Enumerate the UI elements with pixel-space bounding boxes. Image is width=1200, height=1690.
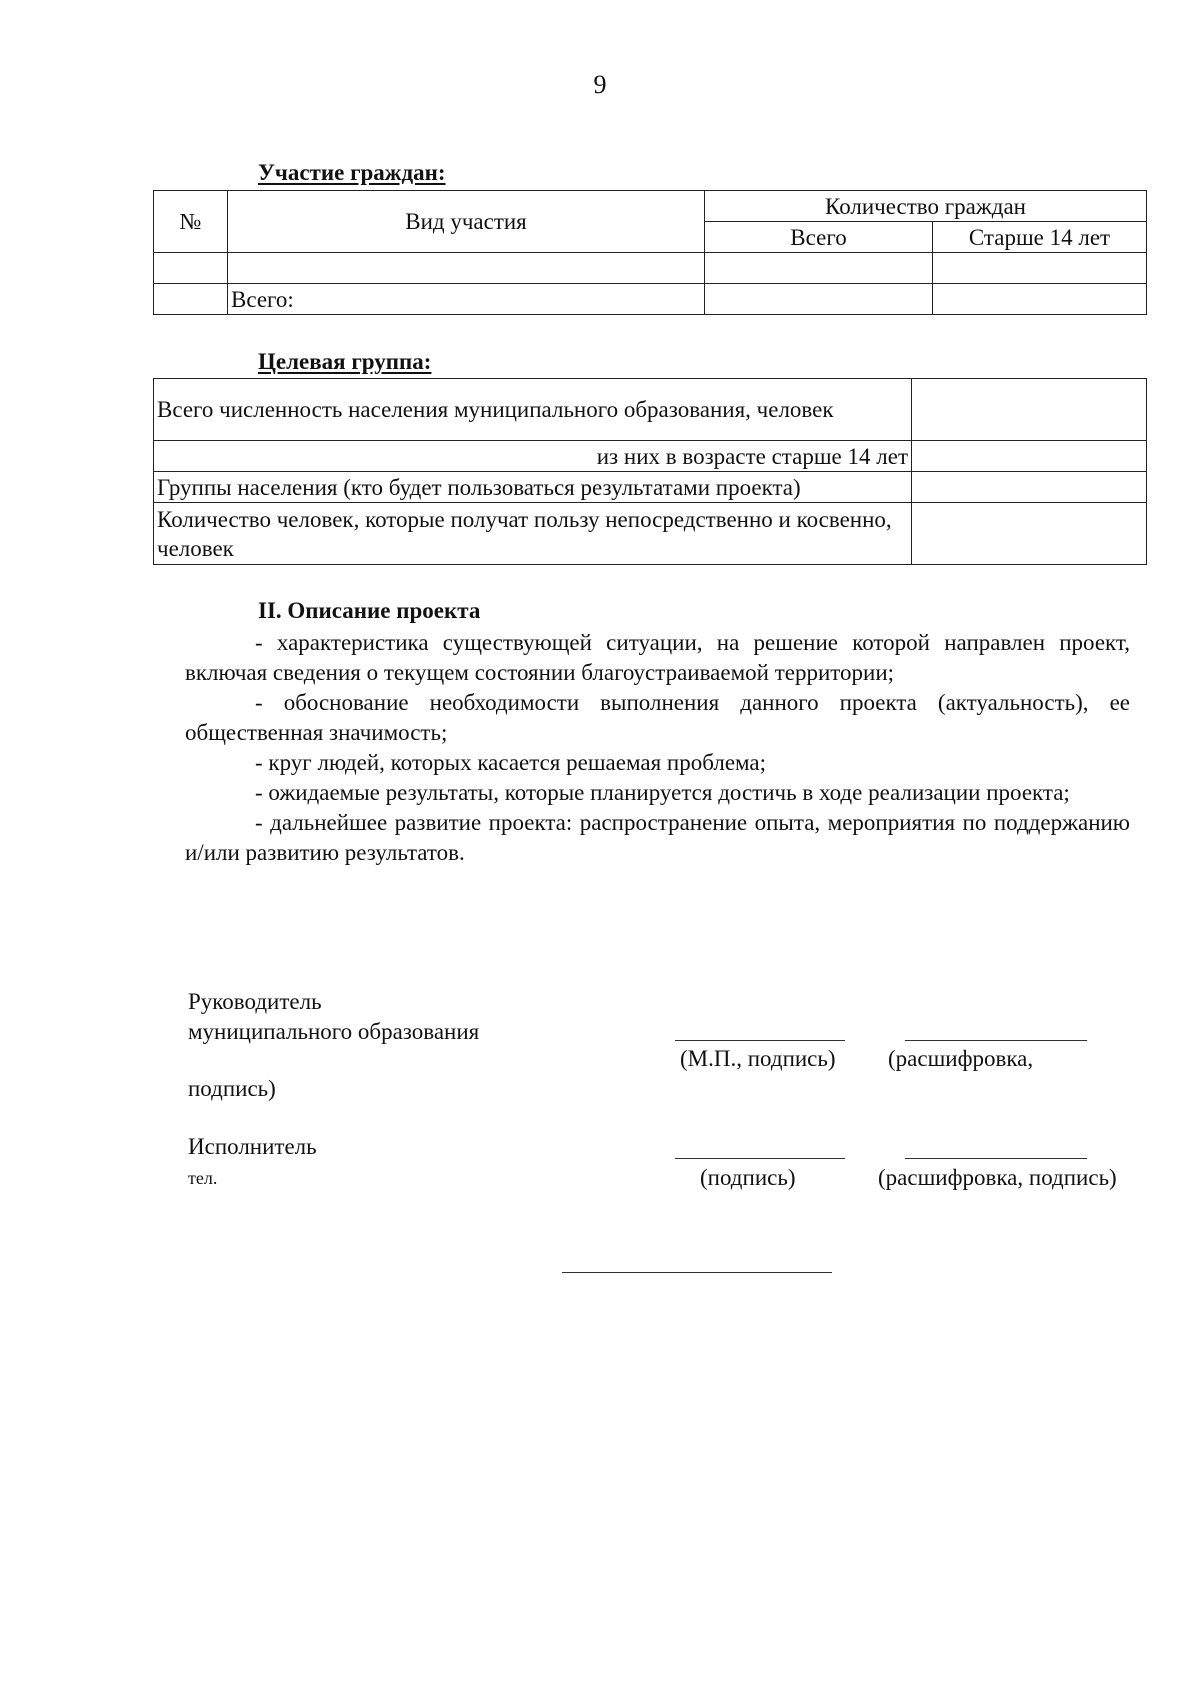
population-groups-label: Группы населения (кто будет пользоваться результатами проекта) bbox=[154, 472, 912, 503]
description-title: II. Описание проекта bbox=[258, 598, 481, 623]
empty-cell bbox=[154, 284, 228, 315]
head-decode-caption: (расшифровка, bbox=[888, 1046, 1034, 1071]
empty-cell bbox=[912, 503, 1147, 565]
empty-cell bbox=[154, 253, 228, 284]
head-decode-continued: подпись) bbox=[188, 1076, 276, 1101]
description-item: - дальнейшее развитие проекта: распространение опыта, мероприятия по поддержанию и/или развитию результатов. bbox=[185, 810, 1130, 865]
empty-cell bbox=[912, 441, 1147, 472]
head-title-line1: Руководитель bbox=[188, 989, 322, 1014]
page-number: 9 bbox=[593, 70, 607, 99]
table-row-total bbox=[154, 284, 1147, 315]
head-sign-caption: (М.П., подпись) bbox=[680, 1046, 836, 1071]
empty-cell bbox=[228, 253, 705, 284]
description-list bbox=[185, 628, 1130, 868]
closing-divider bbox=[562, 1272, 832, 1273]
population-total-label: Всего численность населения муниципального образования, человек bbox=[154, 379, 912, 441]
description-item: - обоснование необходимости выполнения данного проекта (актуальность), ее общественная значимость; bbox=[185, 690, 1130, 745]
table-row bbox=[154, 472, 1147, 503]
col-header-over14: Старше 14 лет bbox=[933, 222, 1147, 253]
executor-signature-line bbox=[675, 1158, 845, 1159]
executor-label: Исполнитель bbox=[188, 1134, 317, 1159]
beneficiaries-label: Количество человек, которые получат пользу непосредственно и косвенно, человек bbox=[154, 503, 912, 565]
description-item: - характеристика существующей ситуации, на решение которой направлен проект, включая сведения о текущем состоянии благоустраиваемой территории; bbox=[185, 630, 1130, 685]
phone-label: тел. bbox=[188, 1168, 218, 1188]
target-group-table bbox=[153, 378, 1147, 565]
executor-sign-caption: (подпись) bbox=[700, 1165, 796, 1190]
head-title-line2: муниципального образования bbox=[188, 1019, 480, 1044]
participation-heading: Участие граждан: bbox=[258, 160, 446, 185]
table-row bbox=[154, 441, 1147, 472]
total-label: Всего: bbox=[228, 284, 705, 315]
head-signature-line bbox=[675, 1040, 845, 1041]
empty-cell bbox=[705, 284, 933, 315]
head-decode-line bbox=[905, 1040, 1087, 1041]
table-row bbox=[154, 503, 1147, 565]
col-header-count: Количество граждан bbox=[705, 191, 1147, 222]
target-group-heading: Целевая группа: bbox=[258, 349, 432, 374]
empty-cell bbox=[912, 379, 1147, 441]
col-header-type: Вид участия bbox=[228, 191, 705, 253]
executor-decode-line bbox=[905, 1158, 1087, 1159]
description-item: - ожидаемые результаты, которые планируется достичь в ходе реализации проекта; bbox=[255, 780, 1070, 805]
table-row bbox=[154, 379, 1147, 441]
col-header-number: № bbox=[154, 191, 228, 253]
description-item: - круг людей, которых касается решаемая проблема; bbox=[255, 750, 767, 775]
empty-cell bbox=[933, 253, 1147, 284]
empty-cell bbox=[705, 253, 933, 284]
table-row bbox=[154, 253, 1147, 284]
population-over14-label: из них в возрасте старше 14 лет bbox=[154, 441, 912, 472]
col-header-total: Всего bbox=[705, 222, 933, 253]
empty-cell bbox=[912, 472, 1147, 503]
executor-decode-caption: (расшифровка, подпись) bbox=[878, 1165, 1117, 1190]
empty-cell bbox=[933, 284, 1147, 315]
participation-table bbox=[153, 190, 1147, 315]
